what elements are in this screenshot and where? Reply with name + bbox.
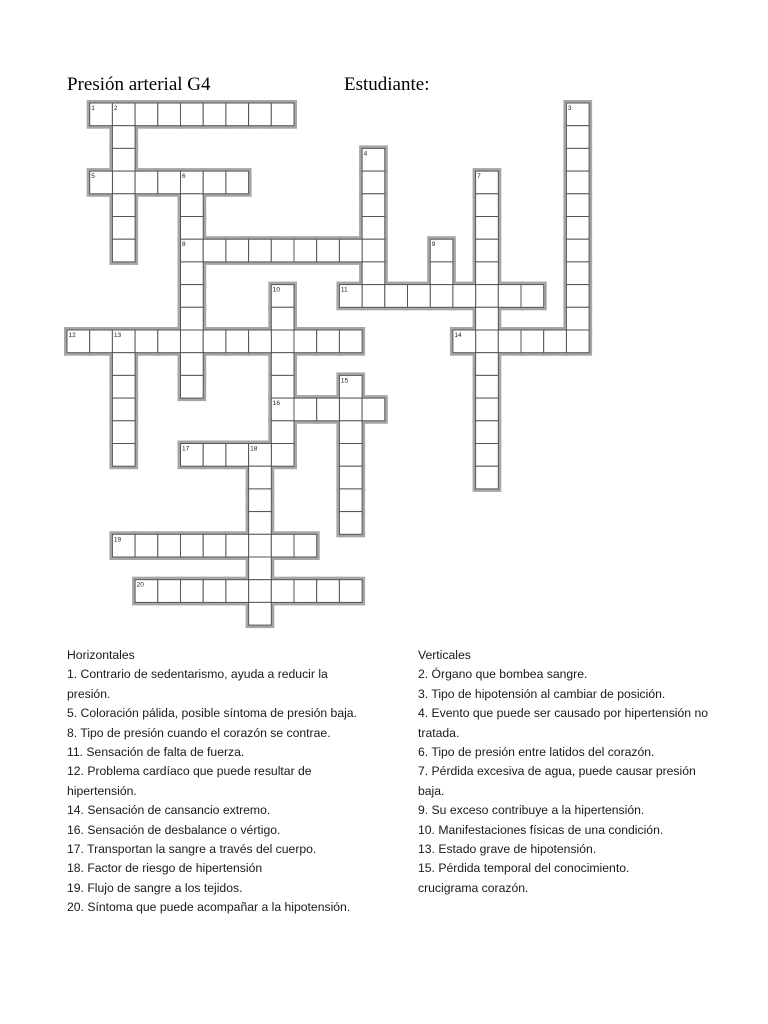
- crossword-cell[interactable]: [566, 285, 589, 308]
- crossword-cell[interactable]: [181, 375, 204, 398]
- crossword-cell[interactable]: [476, 398, 499, 421]
- crossword-cell[interactable]: [362, 194, 385, 217]
- crossword-cell[interactable]: [362, 171, 385, 194]
- crossword-cell[interactable]: [271, 353, 294, 376]
- down-clue: 3. Tipo de hipotensión al cambiar de posición.: [418, 686, 666, 701]
- crossword-cell[interactable]: [408, 285, 431, 308]
- crossword-cell[interactable]: [362, 398, 385, 421]
- clue-number: 15: [340, 377, 349, 385]
- crossword-cell[interactable]: [476, 307, 499, 330]
- crossword-cell[interactable]: [294, 534, 317, 557]
- clue-number: 20: [136, 581, 144, 589]
- across-clues: [67, 646, 367, 918]
- crossword-cell[interactable]: [181, 217, 204, 240]
- down-heading: Verticales: [418, 648, 471, 662]
- crossword-cell[interactable]: [203, 103, 226, 126]
- clue-number: 5: [91, 173, 95, 181]
- crossword-cell[interactable]: [271, 103, 294, 126]
- crossword-cell[interactable]: [112, 194, 135, 217]
- crossword-cell[interactable]: [181, 307, 204, 330]
- crossword-cell[interactable]: [249, 466, 272, 489]
- crossword-cell[interactable]: [566, 217, 589, 240]
- clue-number: 11: [340, 286, 348, 294]
- clue-number: 2: [113, 105, 118, 112]
- worksheet-title: Presión arterial G4: [67, 74, 211, 95]
- crossword-cell[interactable]: [181, 330, 204, 353]
- crossword-cell[interactable]: [566, 126, 589, 149]
- crossword-cell[interactable]: [249, 489, 272, 512]
- crossword-cell[interactable]: [226, 171, 249, 194]
- crossword-cell[interactable]: [362, 239, 385, 262]
- crossword-cell[interactable]: [249, 602, 272, 625]
- crossword-cell[interactable]: [181, 262, 204, 285]
- crossword-cell[interactable]: [271, 444, 294, 467]
- crossword-cell[interactable]: [476, 353, 499, 376]
- crossword-cell[interactable]: [566, 262, 589, 285]
- down-clue: 6. Tipo de presión entre latidos del corazón.: [418, 745, 655, 760]
- crossword-cell[interactable]: [158, 171, 181, 194]
- crossword-cell[interactable]: [226, 444, 249, 467]
- crossword-cell[interactable]: [271, 580, 294, 603]
- across-clue: 5. Coloración pálida, posible síntoma de presión baja.: [67, 706, 357, 721]
- crossword-cell[interactable]: [317, 239, 340, 262]
- crossword-cell[interactable]: [158, 580, 181, 603]
- crossword-cell[interactable]: [112, 148, 135, 171]
- crossword-cell[interactable]: [271, 421, 294, 444]
- clue-number: 6: [182, 173, 186, 181]
- across-clue: 16. Sensación de desbalance o vértigo.: [67, 822, 281, 837]
- crossword-cell[interactable]: [521, 285, 544, 308]
- down-clue: 7. Pérdida excesiva de agua, puede causar presión baja.: [418, 764, 696, 798]
- down-clue: 2. Órgano que bombea sangre.: [418, 667, 588, 682]
- down-clue: 10. Manifestaciones físicas de una condición.: [418, 822, 664, 837]
- crossword-cell[interactable]: [181, 103, 204, 126]
- clue-number: 7: [477, 173, 481, 181]
- crossword-cell[interactable]: [476, 217, 499, 240]
- across-clue: 1. Contrario de sedentarismo, ayuda a reducir la presión.: [67, 667, 328, 701]
- crossword-cell[interactable]: [112, 444, 135, 467]
- crossword-cell[interactable]: [294, 580, 317, 603]
- crossword-cell[interactable]: [271, 534, 294, 557]
- clue-number: 8: [182, 241, 186, 249]
- across-clue: 17. Transportan la sangre a través del cuerpo.: [67, 842, 317, 857]
- clue-number: 14: [454, 332, 462, 339]
- crossword-cell[interactable]: [271, 375, 294, 398]
- crossword-cell[interactable]: [249, 557, 272, 580]
- crossword-cell[interactable]: [498, 330, 521, 353]
- crossword-cell[interactable]: [112, 217, 135, 240]
- crossword-cell[interactable]: [362, 262, 385, 285]
- crossword-cell[interactable]: [158, 103, 181, 126]
- crossword-cell[interactable]: [430, 262, 453, 285]
- crossword-cell[interactable]: [498, 285, 521, 308]
- crossword-cell[interactable]: [226, 534, 249, 557]
- crossword-cell[interactable]: [476, 262, 499, 285]
- crossword-cell[interactable]: [112, 398, 135, 421]
- down-clue: 4. Evento que puede ser causado por hipertensión no tratada.: [418, 706, 709, 740]
- across-clue: 11. Sensación de falta de fuerza.: [67, 745, 245, 760]
- crossword-cell[interactable]: [476, 285, 499, 308]
- crossword-cell[interactable]: [566, 148, 589, 171]
- crossword-cell[interactable]: [566, 171, 589, 194]
- crossword-cell[interactable]: [339, 421, 362, 444]
- crossword-cell[interactable]: [181, 353, 204, 376]
- down-clue: 15. Pérdida temporal del conocimiento.: [418, 861, 630, 876]
- crossword-cell[interactable]: [203, 330, 226, 353]
- clue-number: 13: [113, 332, 122, 339]
- crossword-cell[interactable]: [226, 103, 249, 126]
- across-clue: 14. Sensación de cansancio extremo.: [67, 803, 271, 818]
- across-heading: Horizontales: [67, 648, 135, 662]
- clue-number: 4: [363, 150, 368, 158]
- crossword-cell[interactable]: [158, 534, 181, 557]
- down-clues: [418, 646, 718, 898]
- crossword-cell[interactable]: [362, 285, 385, 308]
- crossword-cell[interactable]: [339, 466, 362, 489]
- across-clue: 20. Síntoma que puede acompañar a la hipotensión.: [67, 900, 351, 915]
- crossword-cell[interactable]: [339, 580, 362, 603]
- crossword-cell[interactable]: [90, 330, 113, 353]
- crossword-cell[interactable]: [294, 239, 317, 262]
- crossword-cell[interactable]: [566, 307, 589, 330]
- crossword-cell[interactable]: [453, 285, 476, 308]
- crossword-cell[interactable]: [112, 353, 135, 376]
- across-clue: 8. Tipo de presión cuando el corazón se contrae.: [67, 725, 331, 740]
- across-clue: 12. Problema cardíaco que puede resultar de hipertensión.: [67, 764, 312, 798]
- crossword-cell[interactable]: [112, 375, 135, 398]
- crossword-cell[interactable]: [339, 444, 362, 467]
- crossword-cell[interactable]: [339, 398, 362, 421]
- crossword-cell[interactable]: [112, 126, 135, 149]
- crossword-cell[interactable]: [271, 330, 294, 353]
- clue-number: 16: [272, 400, 281, 408]
- crossword-cell[interactable]: [181, 194, 204, 217]
- crossword-cell[interactable]: [430, 285, 453, 308]
- crossword-cell[interactable]: [271, 307, 294, 330]
- crossword-cell[interactable]: [249, 512, 272, 535]
- down-clue: crucigrama corazón.: [418, 880, 529, 895]
- crossword-cell[interactable]: [317, 330, 340, 353]
- across-clue: 19. Flujo de sangre a los tejidos.: [67, 880, 243, 895]
- crossword-cell[interactable]: [226, 239, 249, 262]
- crossword-cell[interactable]: [112, 421, 135, 444]
- crossword-cell[interactable]: [135, 171, 158, 194]
- crossword-cell[interactable]: [112, 171, 135, 194]
- crossword-cell[interactable]: [226, 580, 249, 603]
- crossword-cell[interactable]: [317, 580, 340, 603]
- crossword-cell[interactable]: [339, 512, 362, 535]
- crossword-cell[interactable]: [203, 580, 226, 603]
- crossword-cell[interactable]: [339, 330, 362, 353]
- crossword-cell[interactable]: [544, 330, 567, 353]
- crossword-cell[interactable]: [362, 217, 385, 240]
- crossword-cell[interactable]: [566, 239, 589, 262]
- crossword-cell[interactable]: [181, 534, 204, 557]
- clue-number: 10: [272, 286, 281, 294]
- clue-number: 18: [250, 445, 258, 453]
- crossword-cell[interactable]: [158, 330, 181, 353]
- down-clue: 9. Su exceso contribuye a la hipertensión.: [418, 803, 645, 818]
- crossword-cell[interactable]: [476, 330, 499, 353]
- crossword-cell[interactable]: [249, 534, 272, 557]
- crossword-cell[interactable]: [249, 103, 272, 126]
- clue-number: 19: [113, 536, 122, 544]
- crossword-cell[interactable]: [181, 580, 204, 603]
- crossword-cell[interactable]: [203, 534, 226, 557]
- crossword-cell[interactable]: [476, 421, 499, 444]
- clue-number: 17: [182, 445, 190, 453]
- crossword-cell[interactable]: [249, 239, 272, 262]
- clue-number: 1: [91, 105, 95, 112]
- crossword-cell[interactable]: [203, 171, 226, 194]
- crossword-cell[interactable]: [476, 444, 499, 467]
- crossword-cell[interactable]: [112, 239, 135, 262]
- crossword-cell[interactable]: [271, 239, 294, 262]
- crossword-cell[interactable]: [249, 580, 272, 603]
- crossword-cell[interactable]: [249, 330, 272, 353]
- crossword-cell[interactable]: [476, 239, 499, 262]
- clue-number: 9: [431, 241, 436, 249]
- crossword-cell[interactable]: [339, 239, 362, 262]
- student-label: Estudiante:: [344, 74, 430, 95]
- crossword-cell[interactable]: [294, 398, 317, 421]
- crossword-cell[interactable]: [135, 103, 158, 126]
- crossword-cell[interactable]: [521, 330, 544, 353]
- down-clue: 13. Estado grave de hipotensión.: [418, 842, 597, 857]
- crossword-cell[interactable]: [317, 398, 340, 421]
- crossword-cell[interactable]: [203, 444, 226, 467]
- crossword-cell[interactable]: [385, 285, 408, 308]
- crossword-cell[interactable]: [476, 194, 499, 217]
- crossword-cell[interactable]: [339, 489, 362, 512]
- crossword-cell[interactable]: [294, 330, 317, 353]
- clue-number: 3: [567, 105, 572, 112]
- crossword-cell[interactable]: [135, 534, 158, 557]
- across-clue: 18. Factor de riesgo de hipertensión: [67, 861, 263, 876]
- crossword-cell[interactable]: [181, 285, 204, 308]
- crossword-cell[interactable]: [566, 194, 589, 217]
- crossword-cell[interactable]: [476, 466, 499, 489]
- crossword-cell[interactable]: [203, 239, 226, 262]
- clue-number: 12: [68, 332, 76, 339]
- crossword-cell[interactable]: [566, 330, 589, 353]
- crossword-cell[interactable]: [135, 330, 158, 353]
- crossword-cell[interactable]: [226, 330, 249, 353]
- crossword-cell[interactable]: [476, 375, 499, 398]
